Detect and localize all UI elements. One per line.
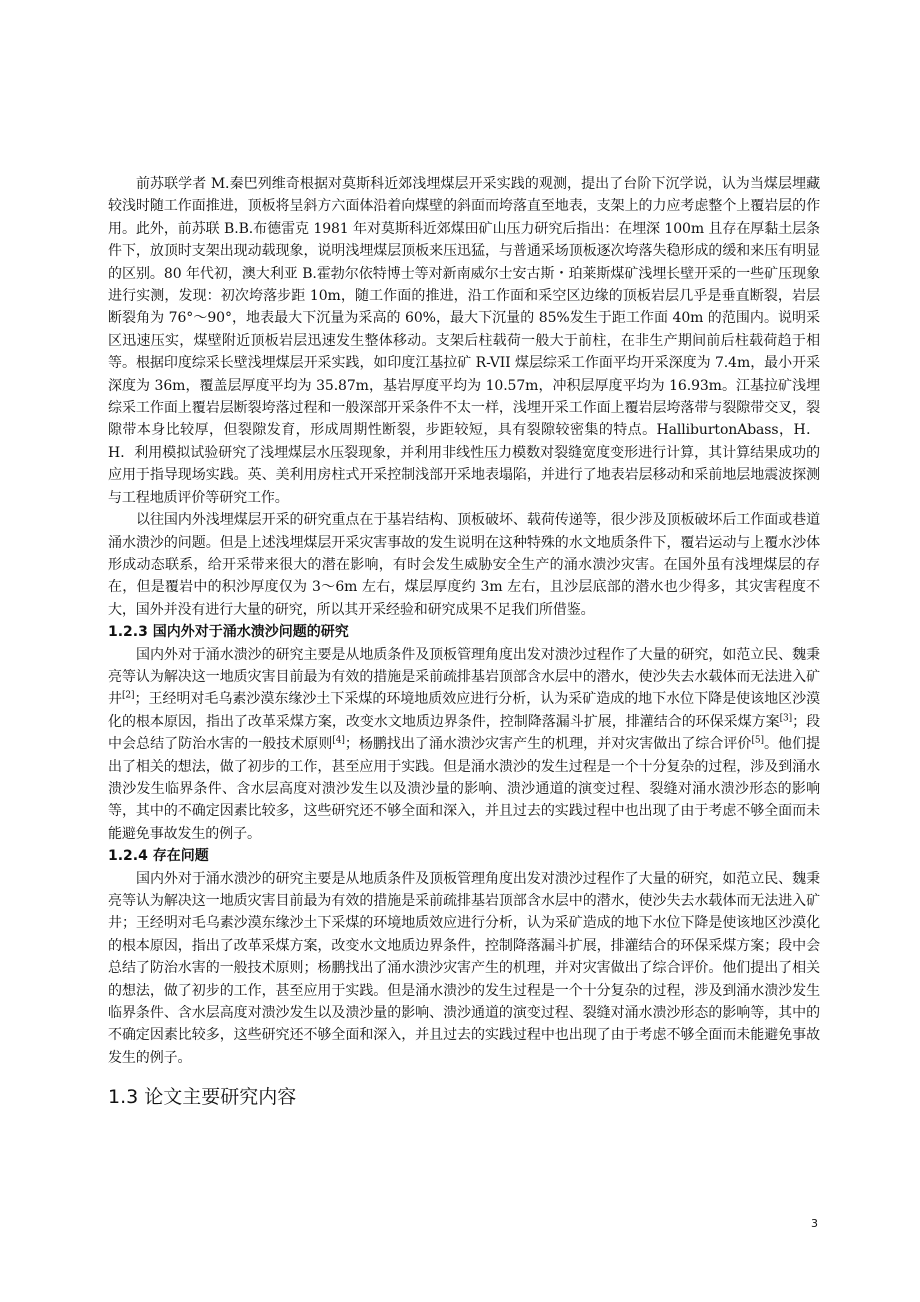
citation-ref: [4]	[332, 735, 345, 746]
page-number: 3	[811, 1217, 818, 1230]
paragraph-foreign-research: 前苏联学者 M.秦巴列维奇根据对莫斯科近郊浅埋煤层开采实践的观测，提出了台阶下沉学说，认为当煤层埋藏较浅时随工作面推进，顶板将呈斜方六面体沿着向煤壁的斜面而垮落直至地表，支架上的力应考虑整个上覆岩层的作用。此外，前苏联 B.B.布德雷克 1981 年对莫斯科近郊煤田矿山压力研究后指出：在埋深 100m 且存在厚黏土层条件下，放顶时支架出现动载现象，说明浅埋煤层顶板来压迅猛，与普通采场顶板逐次垮落失稳形成的缓和来压有明显的区别。80 年代初，澳大利亚 B.霍勃尔依特博士等对新南威尔士安古斯・珀莱斯煤矿浅埋长壁开采的一些矿压现象进行实测，发现：初次垮落步距 10m，随工作面的推进，沿工作面和采空区边缘的顶板岩层几乎是垂直断裂，岩层断裂角为 76°～90°，地表最大下沉量为采高的 60%，最大下沉量的 85%发生于距工作面 40m 的范围内。说明采区迅速压实，煤壁附近顶板岩层迅速发生整体移动。支架后柱载荷一般大于前柱，在非生产期间前后柱载荷趋于相等。根据印度综采长壁浅埋煤层开采实践，如印度江基拉矿 R-VII 煤层综采工作面平均开采深度为 7.4m，最小开采深度为 36m，覆盖层厚度平均为 35.87m，基岩厚度平均为 10.57m，冲积层厚度平均为 16.93m。江基拉矿浅埋综采工作面上覆岩层断裂垮落过程和一般深部开采条件不太一样，浅埋开采工作面上覆岩层垮落带与裂隙带交叉，裂隙带本身比较厚，但裂隙发育，形成周期性断裂，步距较短，具有裂隙较密集的特点。HalliburtonAbass，H．H．利用模拟试验研究了浅埋煤层水压裂现象，并利用非线性压力模数对裂缝宽度变形进行计算，其计算结果成功的应用于指导现场实践。英、美利用房柱式开采控制浅部开采地表塌陷，并进行了地表岩层移动和采前地层地震波探测与工程地质评价等研究工作。	[108, 176, 820, 506]
section-heading-1-3: 1.3 论文主要研究内容	[108, 1086, 297, 1109]
citation-ref: [2]	[122, 690, 135, 701]
paragraph-research-focus: 以往国内外浅埋煤层开采的研究重点在于基岩结构、顶板破坏、载荷传递等，很少涉及顶板破坏后工作面或巷道涌水溃沙的问题。但是上述浅埋煤层开采灾害事故的发生说明在这种特殊的水文地质条件下，覆岩运动与上覆水沙体形成动态联系，给开采带来很大的潜在影响，有时会发生威胁安全生产的涌水溃沙灾害。在国外虽有浅埋煤层的存在，但是覆岩中的积沙厚度仅为 3～6m 左右，煤层厚度约 3m 左右，且沙层底部的潜水也少得多，其灾害程度不大，国外并没有进行大量的研究，所以其开采经验和研究成果不足我们所借鉴。	[108, 512, 820, 618]
citation-ref: [3]	[779, 713, 793, 724]
section-heading-1-2-4: 1.2.4 存在问题	[108, 848, 209, 865]
text-segment: ；杨鹏找出了涌水溃沙灾害产生的机理，并对灾害做出了综合评价	[344, 736, 752, 753]
text-segment: ；王经明对毛乌素沙漠东缘沙土下采煤的环境地质效应进行分析，认为采矿造成的地下水位下降是使该地区沙漠化的根本原因，指出了改革采煤方案，改变水文地质边界条件，控制降落漏斗扩展，排灌结合的环保采煤方案	[108, 691, 820, 730]
text-segment: 。他们提出了相关的想法，做了初步的工作，甚至应用于实践。但是涌水溃沙的发生过程是一个十分复杂的过程，涉及到涌水溃沙发生临界条件、含水层高度对溃沙发生以及溃沙量的影响、溃沙通道的演变过程、裂缝对涌水溃沙形态的影响等，其中的不确定因素比较多，这些研究还不够全面和深入，并且过去的实践过程中也出现了由于考虑不够全面而未能避免事故发生的例子。	[108, 736, 820, 842]
section-heading-1-2-3: 1.2.3 国内外对于涌水溃沙问题的研究	[108, 624, 349, 641]
text-segment: ；段中会总结了防治水害的一般技术原则	[108, 713, 820, 753]
body-content	[108, 173, 820, 1111]
paragraph-water-sand-research	[108, 644, 820, 846]
text-segment: 国内外对于涌水溃沙的研究主要是从地质条件及顶板管理角度出发对溃沙过程作了大量的研究，如范立民、魏秉亮等认为解决这一地质灾害目前最为有效的措施是采前疏排基岩顶部含水层中的潜水，使沙失去水载体而无法进入矿井	[108, 646, 820, 708]
paragraph-existing-problems: 国内外对于涌水溃沙的研究主要是从地质条件及顶板管理角度出发对溃沙过程作了大量的研究，如范立民、魏秉亮等认为解决这一地质灾害目前最为有效的措施是采前疏排基岩顶部含水层中的潜水，使沙失去水载体而无法进入矿井；王经明对毛乌素沙漠东缘沙土下采煤的环境地质效应进行分析，认为采矿造成的地下水位下降是使该地区沙漠化的根本原因，指出了改革采煤方案，改变水文地质边界条件，控制降落漏斗扩展，排灌结合的环保采煤方案；段中会总结了防治水害的一般技术原则；杨鹏找出了涌水溃沙灾害产生的机理，并对灾害做出了综合评价。他们提出了相关的想法，做了初步的工作，甚至应用于实践。但是涌水溃沙的发生过程是一个十分复杂的过程，涉及到涌水溃沙发生临界条件、含水层高度对溃沙发生以及溃沙量的影响、溃沙通道的演变过程、裂缝对涌水溃沙形态的影响等，其中的不确定因素比较多，这些研究还不够全面和深入，并且过去的实践过程中也出现了由于考虑不够全面而未能避免事故发生的例子。	[108, 870, 820, 1066]
citation-ref: [5]	[751, 735, 764, 746]
